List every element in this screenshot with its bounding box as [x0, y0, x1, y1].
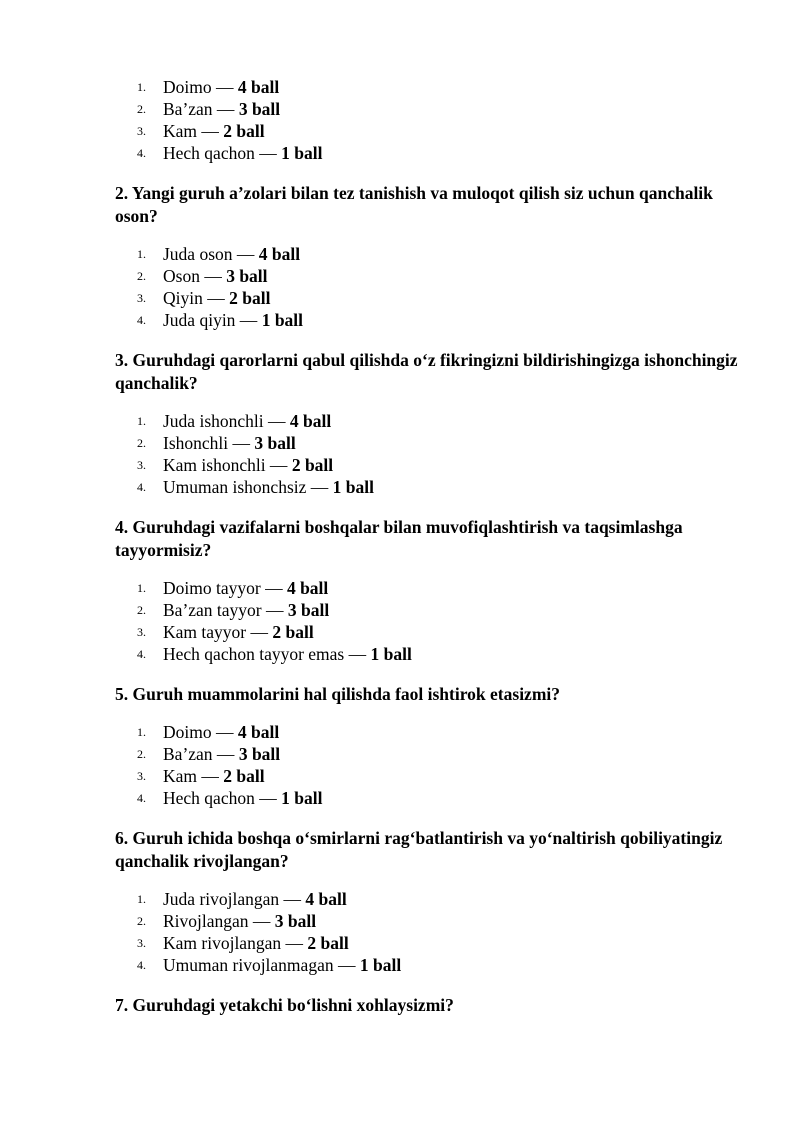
- option-text: Umuman rivojlanmagan —: [163, 955, 360, 975]
- question-title: 7. Guruhdagi yetakchi bo‘lishni xohlaysizmi?: [115, 995, 454, 1015]
- option-points: 2 ball: [307, 933, 349, 953]
- option-points: 2 ball: [229, 288, 271, 308]
- option-item: [115, 120, 740, 142]
- question-title: 2. Yangi guruh a’zolari bilan tez tanishish va muloqot qilish siz uchun qanchalik oson?: [115, 183, 713, 226]
- option-number: 2.: [137, 914, 146, 928]
- option-text: Juda ishonchli —: [163, 411, 290, 431]
- option-points: 3 ball: [274, 911, 317, 931]
- option-text: Kam —: [163, 121, 224, 141]
- option-text: Juda oson —: [163, 244, 259, 264]
- option-number: 1.: [137, 892, 146, 906]
- option-points: 1 ball: [332, 477, 374, 497]
- option-item: [115, 643, 740, 665]
- option-number: 4.: [137, 791, 146, 805]
- option-points: 2 ball: [291, 455, 334, 475]
- option-number: 4.: [137, 480, 146, 494]
- option-item: [115, 954, 740, 976]
- option-text: Doimo —: [163, 722, 238, 742]
- option-text: Kam —: [163, 766, 224, 786]
- option-text: Qiyin —: [163, 288, 230, 308]
- option-number: 4.: [137, 313, 146, 327]
- question-2: [115, 182, 740, 331]
- option-item: [115, 621, 740, 643]
- option-text: Oson —: [163, 266, 227, 286]
- option-points: 3 ball: [254, 433, 296, 453]
- question-title: 3. Guruhdagi qarorlarni qabul qilishda o‘z fikringizni bildirishingizga ishonchingiz qanchalik?: [115, 350, 738, 393]
- option-points: 4 ball: [305, 889, 347, 909]
- option-text: Hech qachon —: [163, 143, 282, 163]
- option-text: Ba’zan tayyor —: [163, 600, 288, 620]
- option-item: [115, 787, 740, 809]
- option-item: [115, 309, 740, 331]
- option-number: 3.: [137, 124, 146, 138]
- option-number: 3.: [137, 458, 146, 472]
- option-points: 1 ball: [261, 310, 304, 330]
- option-number: 2.: [137, 102, 146, 116]
- option-text: Juda qiyin —: [163, 310, 262, 330]
- option-item: [115, 410, 740, 432]
- option-number: 4.: [137, 647, 146, 661]
- question-title: 4. Guruhdagi vazifalarni boshqalar bilan muvofiqlashtirish va taqsimlashga tayyormisiz?: [115, 517, 683, 560]
- option-text: Ba’zan —: [163, 99, 239, 119]
- option-item: [115, 98, 740, 120]
- option-points: 4 ball: [237, 722, 280, 742]
- option-text: Ishonchli —: [163, 433, 255, 453]
- option-points: 1 ball: [359, 955, 402, 975]
- options-list: [115, 577, 740, 665]
- option-number: 4.: [137, 958, 146, 972]
- option-points: 1 ball: [281, 143, 323, 163]
- option-item: [115, 743, 740, 765]
- option-item: [115, 721, 740, 743]
- option-item: [115, 243, 740, 265]
- option-points: 4 ball: [237, 77, 280, 97]
- option-number: 3.: [137, 291, 146, 305]
- option-text: Doimo tayyor —: [163, 578, 287, 598]
- option-item: [115, 142, 740, 164]
- option-number: 4.: [137, 146, 146, 160]
- option-text: Kam ishonchli —: [163, 455, 292, 475]
- option-text: Juda rivojlangan —: [163, 889, 306, 909]
- option-number: 2.: [137, 603, 146, 617]
- option-points: 3 ball: [238, 744, 281, 764]
- options-list: [115, 76, 740, 164]
- option-points: 1 ball: [281, 788, 323, 808]
- option-number: 1.: [137, 414, 146, 428]
- option-number: 1.: [137, 581, 146, 595]
- option-text: Umuman ishonchsiz —: [163, 477, 333, 497]
- option-number: 2.: [137, 436, 146, 450]
- option-number: 3.: [137, 625, 146, 639]
- option-number: 1.: [137, 80, 146, 94]
- option-number: 2.: [137, 747, 146, 761]
- option-text: Ba’zan —: [163, 744, 239, 764]
- option-text: Kam rivojlangan —: [163, 933, 308, 953]
- option-item: [115, 476, 740, 498]
- option-points: 2 ball: [223, 121, 265, 141]
- options-list: [115, 721, 740, 809]
- option-item: [115, 432, 740, 454]
- options-list: [115, 888, 740, 976]
- question-7: [115, 994, 740, 1017]
- option-item: [115, 888, 740, 910]
- option-item: [115, 910, 740, 932]
- option-item: [115, 454, 740, 476]
- option-item: [115, 76, 740, 98]
- option-item: [115, 265, 740, 287]
- question-3: [115, 349, 740, 498]
- options-list: [115, 243, 740, 331]
- option-text: Kam tayyor —: [163, 622, 273, 642]
- option-text: Hech qachon tayyor emas —: [163, 644, 371, 664]
- options-list: [115, 410, 740, 498]
- option-points: 2 ball: [272, 622, 314, 642]
- option-points: 3 ball: [226, 266, 268, 286]
- option-item: [115, 932, 740, 954]
- option-number: 3.: [137, 769, 146, 783]
- option-points: 4 ball: [286, 578, 329, 598]
- option-number: 1.: [137, 725, 146, 739]
- option-points: 3 ball: [238, 99, 281, 119]
- option-points: 1 ball: [370, 644, 412, 664]
- option-text: Rivojlangan —: [163, 911, 275, 931]
- option-text: Doimo —: [163, 77, 238, 97]
- question-title: 5. Guruh muammolarini hal qilishda faol ishtirok etasizmi?: [115, 684, 561, 704]
- option-number: 1.: [137, 247, 146, 261]
- option-points: 2 ball: [223, 766, 265, 786]
- question-5: [115, 683, 740, 809]
- option-points: 4 ball: [258, 244, 301, 264]
- question-4: [115, 516, 740, 665]
- option-item: [115, 599, 740, 621]
- option-item: [115, 765, 740, 787]
- option-points: 4 ball: [289, 411, 332, 431]
- option-number: 2.: [137, 269, 146, 283]
- question-1: [115, 76, 740, 164]
- option-text: Hech qachon —: [163, 788, 282, 808]
- option-points: 3 ball: [287, 600, 330, 620]
- question-title: 6. Guruh ichida boshqa o‘smirlarni rag‘batlantirish va yo‘naltirish qobiliyatingiz qanchalik rivojlangan?: [115, 828, 723, 871]
- option-item: [115, 577, 740, 599]
- question-6: [115, 827, 740, 976]
- option-number: 3.: [137, 936, 146, 950]
- option-item: [115, 287, 740, 309]
